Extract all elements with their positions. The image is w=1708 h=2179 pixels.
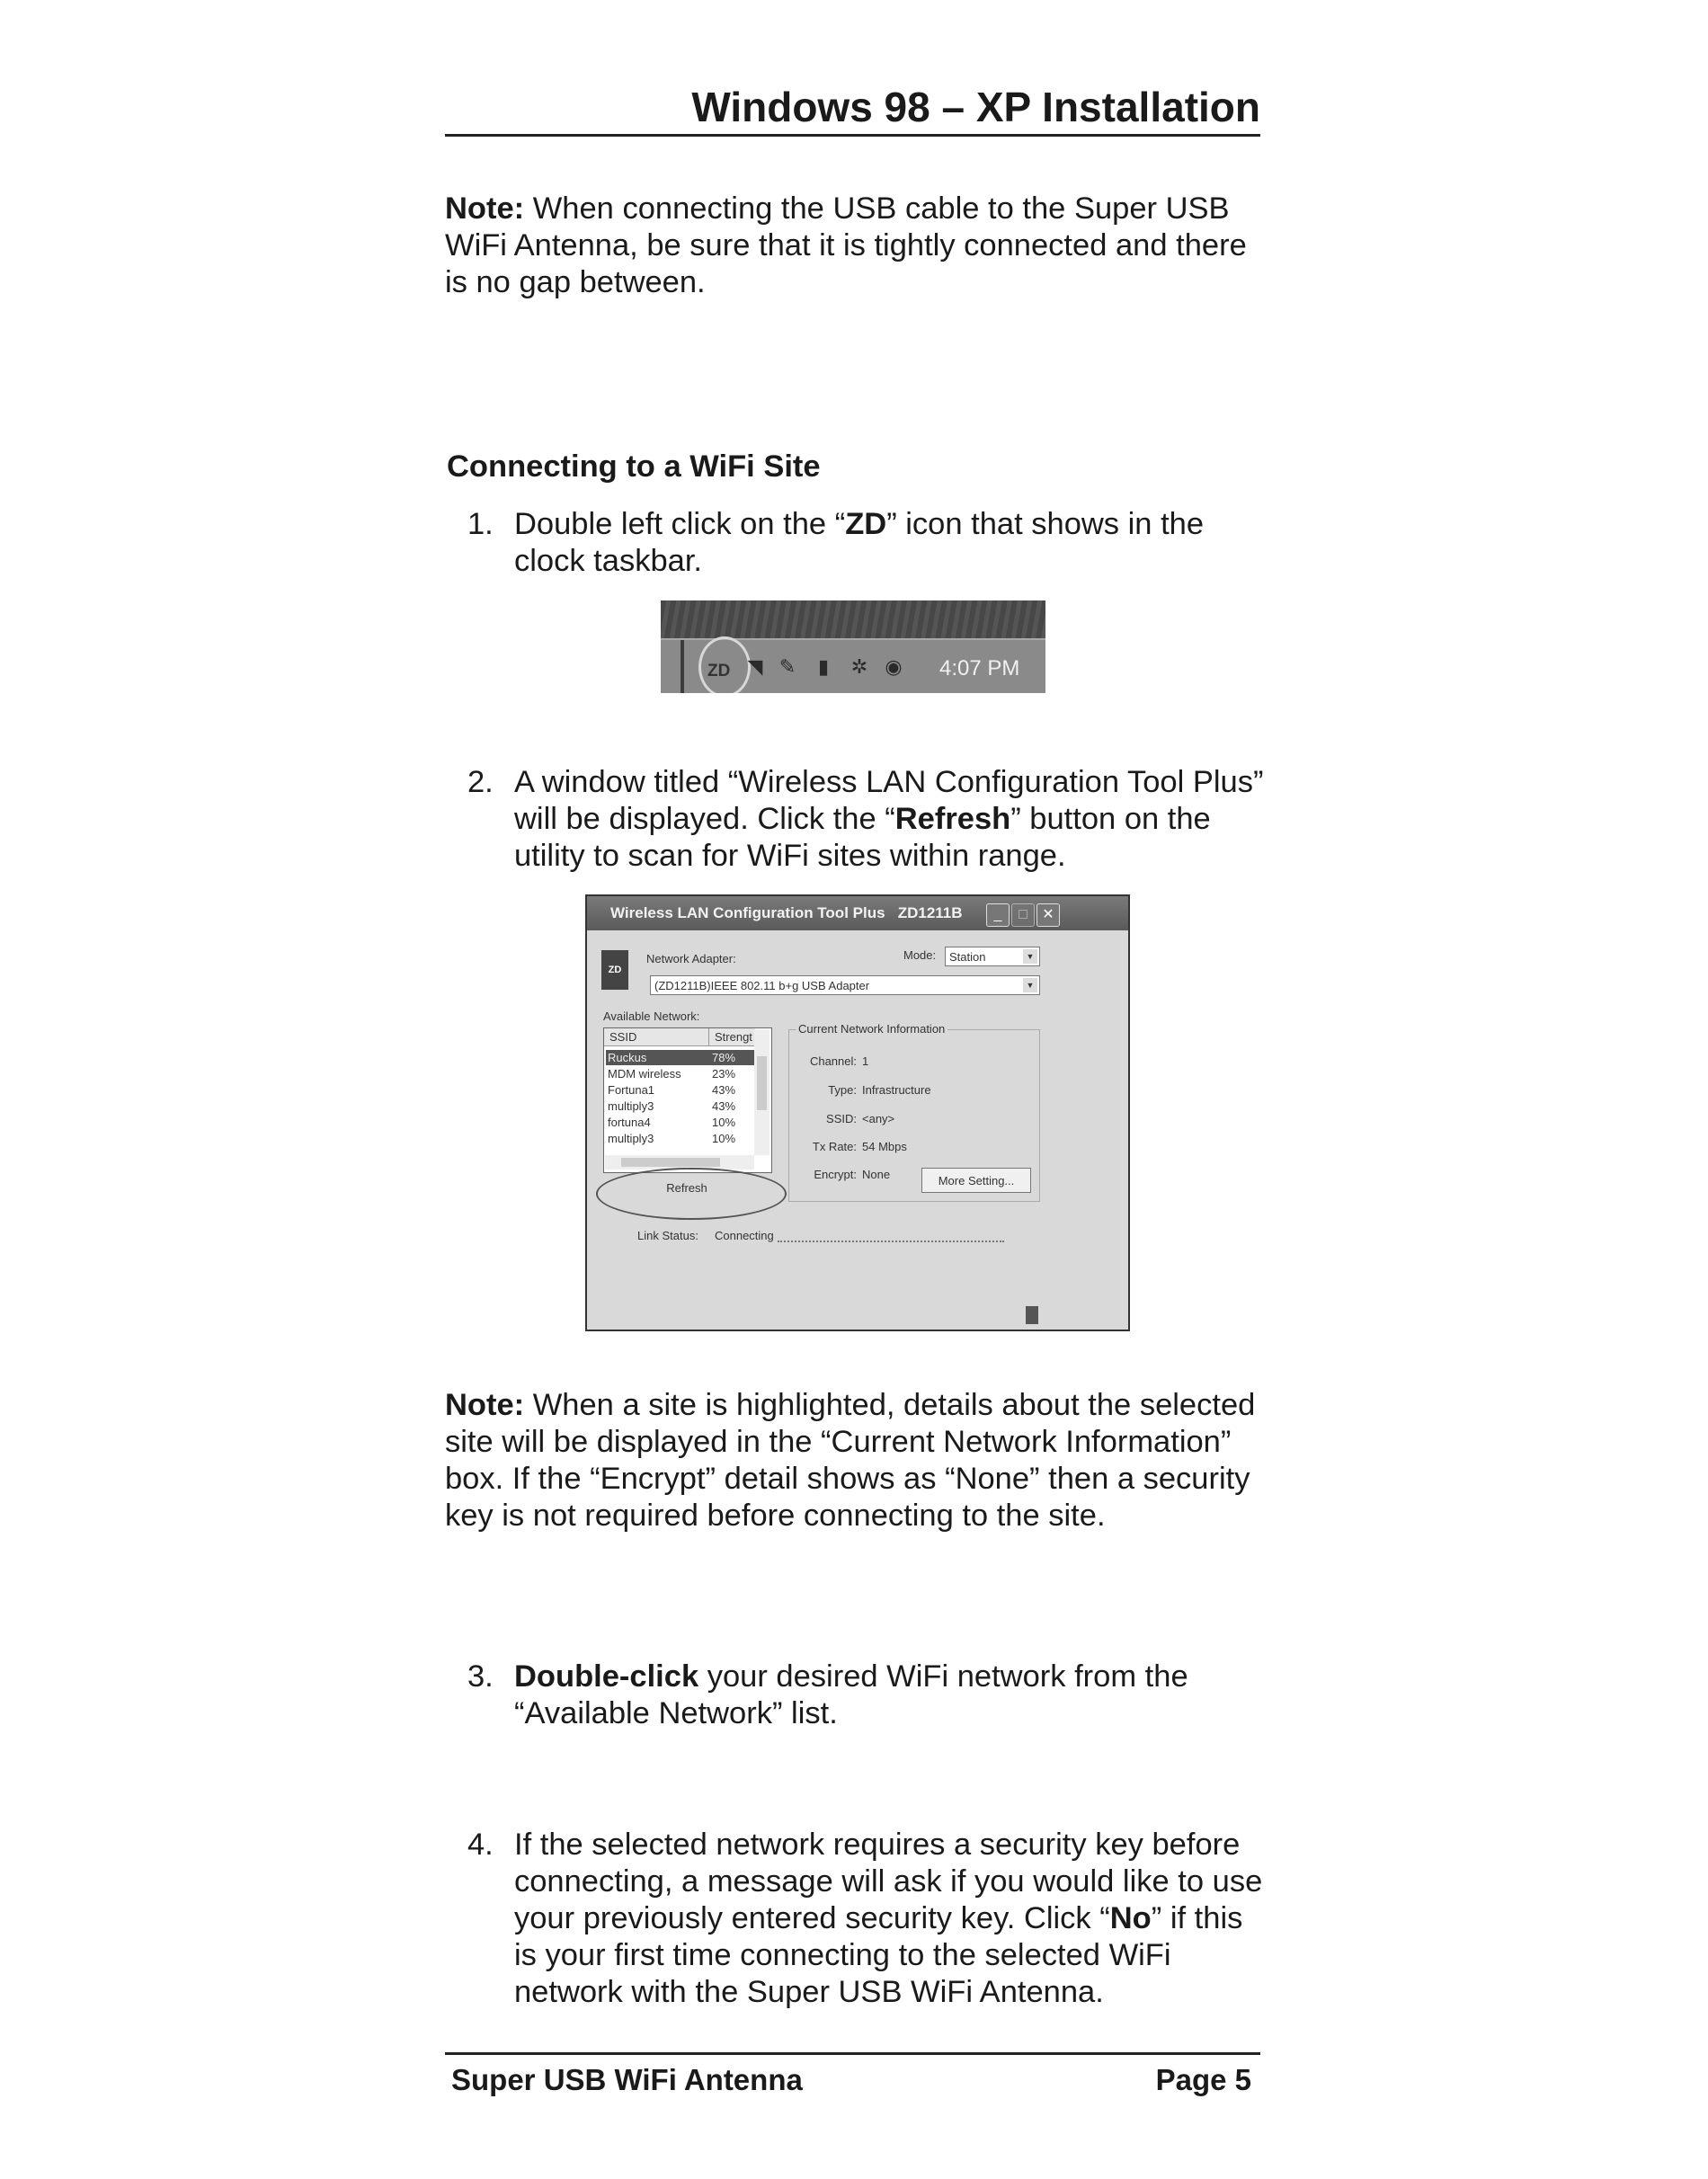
step-text: your desired WiFi network from the “Available Network” list. — [514, 1659, 1188, 1730]
header-rule — [445, 134, 1260, 137]
footer-rule — [445, 2052, 1260, 2055]
step-bold: Refresh — [894, 802, 1011, 836]
type-value: Infrastructure — [862, 1083, 931, 1097]
column-ssid[interactable]: SSID — [604, 1028, 708, 1046]
available-network-label: Available Network: — [603, 1009, 700, 1023]
tx-rate-label: Tx Rate: — [812, 1140, 857, 1153]
step-2 — [467, 764, 1268, 875]
network-adapter-label: Network Adapter: — [646, 952, 736, 965]
ssid-value: <any> — [862, 1112, 895, 1125]
tx-rate-value: 54 Mbps — [862, 1140, 907, 1153]
note-text: When connecting the USB cable to the Super USB WiFi Antenna, be sure that it is tightly connected and there is no gap between. — [445, 191, 1247, 299]
highlight-ellipse — [596, 1168, 787, 1220]
link-status-dots — [778, 1241, 1004, 1242]
step-bold: No — [1109, 1901, 1152, 1935]
zd-tray-icon[interactable]: ZD — [707, 662, 731, 680]
refresh-button[interactable]: Refresh — [603, 1177, 770, 1200]
ssid: fortuna4 — [608, 1116, 651, 1129]
column-strength[interactable]: Strengt — [708, 1028, 755, 1046]
link-status-label: Link Status: — [637, 1229, 698, 1242]
adapter-value: (ZD1211B)IEEE 802.11 b+g USB Adapter — [654, 979, 870, 992]
battery-icon: ▮ — [817, 655, 830, 678]
zd-adapter-icon: ZD — [601, 950, 628, 990]
network-row[interactable] — [606, 1050, 755, 1065]
note-label: Note: — [445, 1388, 525, 1422]
step-number: 3. — [467, 1659, 494, 1694]
wlan-config-dialog — [585, 894, 1130, 1331]
note-2 — [445, 1387, 1263, 1534]
ssid-label: SSID: — [826, 1112, 857, 1125]
step-bold: ZD — [845, 507, 887, 541]
step-bold: Double-click — [514, 1659, 699, 1694]
step-text: A window titled “Wireless LAN Configuration Tool Plus” will be displayed. Click the “ — [514, 765, 1264, 836]
chevron-down-icon: ▼ — [1023, 949, 1037, 964]
close-button[interactable]: ✕ — [1036, 903, 1060, 927]
strength: 10% — [712, 1132, 736, 1145]
step-text: ” button on the utility to scan for WiFi sites within range. — [514, 802, 1211, 873]
ssid: MDM wireless — [608, 1067, 681, 1081]
strength: 10% — [712, 1116, 736, 1129]
ssid: Ruckus — [608, 1051, 647, 1064]
more-setting-button[interactable]: More Setting... — [921, 1168, 1031, 1193]
link-status-value: Connecting — [715, 1229, 774, 1242]
step-text: ” icon that shows in the clock taskbar. — [514, 507, 1205, 578]
network-row[interactable] — [606, 1066, 755, 1081]
security-icon: ◉ — [885, 655, 903, 678]
minimize-button[interactable]: _ — [986, 903, 1010, 927]
step-number: 4. — [467, 1828, 494, 1862]
current-network-info-label: Current Network Information — [796, 1022, 947, 1036]
strength: 23% — [712, 1067, 736, 1081]
ssid: Fortuna1 — [608, 1083, 655, 1097]
list-vertical-scrollbar[interactable] — [754, 1029, 769, 1155]
step-text: If the selected network requires a security key before connecting, a message will ask if you would like to use your previously entered security key. Click “ — [514, 1828, 1263, 1935]
page-title: Windows 98 – XP Installation — [691, 84, 1260, 130]
type-label: Type: — [828, 1083, 857, 1097]
encrypt-value: None — [862, 1168, 891, 1181]
network-row[interactable] — [606, 1115, 755, 1130]
network-row[interactable] — [606, 1098, 755, 1114]
section-heading: Connecting to a WiFi Site — [447, 449, 821, 484]
step-text: Double left click on the “ — [514, 507, 846, 541]
taskbar-screenshot — [661, 600, 1045, 693]
strength: 43% — [712, 1083, 736, 1097]
strength: 43% — [712, 1099, 736, 1113]
step-number: 2. — [467, 765, 494, 799]
network-icon: ✎ — [778, 655, 796, 678]
messenger-icon: ✲ — [850, 655, 868, 678]
encrypt-label: Encrypt: — [814, 1168, 857, 1181]
step-number: 1. — [467, 507, 494, 541]
step-1 — [467, 506, 1268, 580]
note-text: When a site is highlighted, details about the selected site will be displayed in the “Current Network Information” box. If the “Encrypt” detail shows as “None” then a security key is not required before connecting to the site. — [445, 1388, 1256, 1533]
available-network-list[interactable] — [603, 1027, 772, 1173]
network-row[interactable] — [606, 1082, 755, 1098]
channel-label: Channel: — [809, 1054, 857, 1068]
step-3 — [467, 1659, 1268, 1732]
footer-product: Super USB WiFi Antenna — [451, 2063, 803, 2096]
ssid: multiply3 — [608, 1099, 654, 1113]
note-1 — [445, 191, 1263, 301]
network-row[interactable] — [606, 1131, 755, 1146]
step-text: ” if this is your first time connecting to the selected WiFi network with the Super USB WiFi Antenna. — [514, 1901, 1243, 2009]
dialog-title: Wireless LAN Configuration Tool Plus ZD1211B — [610, 904, 963, 921]
zd-logo-icon — [1026, 1306, 1038, 1324]
maximize-button[interactable]: □ — [1011, 903, 1035, 927]
channel-value: 1 — [862, 1054, 869, 1068]
network-adapter-select[interactable] — [650, 975, 1040, 995]
step-4 — [467, 1827, 1268, 2011]
wireless-icon: ◥ — [747, 655, 763, 678]
mode-select[interactable] — [945, 947, 1040, 966]
footer-page: Page 5 — [1155, 2063, 1251, 2096]
mode-label: Mode: — [903, 948, 937, 962]
note-label: Note: — [445, 191, 525, 226]
ssid: multiply3 — [608, 1132, 654, 1145]
strength: 78% — [712, 1051, 736, 1064]
chevron-down-icon: ▼ — [1023, 978, 1037, 992]
mode-value: Station — [949, 950, 986, 964]
clock: 4:07 PM — [939, 656, 1020, 680]
